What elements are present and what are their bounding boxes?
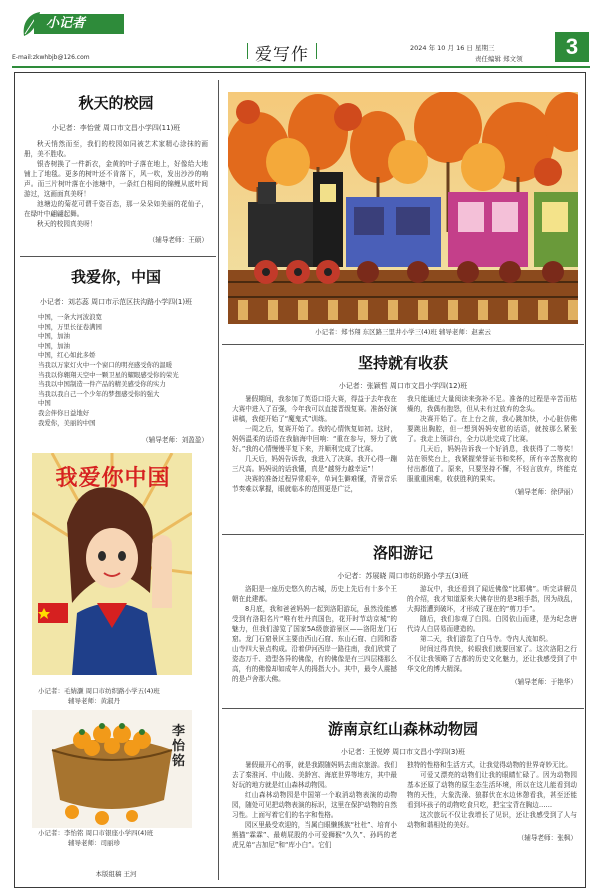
email-address: E-mail:zkwhbjb@126.com <box>12 54 90 61</box>
paragraph: 我只能通过大量阅读来弥补不足。准备的过程是辛苦而枯燥的，我偶有抱怨，但从未有过放弃的念头。 <box>407 395 577 413</box>
paragraph: 第二天，我们游览了白马寺。寺内人流如织。 <box>420 635 552 643</box>
caption-tutor: 辅导老师：黄淑丹 <box>68 696 120 705</box>
paragraph: 这次旅玩不仅让我增长了见识，还让我感受到了人与动物和谐相处的美好。 <box>407 811 577 829</box>
drawing2-caption <box>38 829 218 848</box>
tutor-credit: （辅导老师：王硕） <box>148 236 208 244</box>
section-divider <box>222 534 584 535</box>
article-love-china <box>24 266 208 444</box>
article-byline: 小记者：苏展晓 周口市纺织路小学五(3)班 <box>337 572 469 580</box>
poem-line: 我会伴你日益地好 <box>38 408 90 417</box>
train-caption <box>228 328 578 338</box>
page-compiler <box>24 870 208 880</box>
article4-column-2 <box>407 584 577 686</box>
tutor-credit: （辅导老师：于艳华） <box>511 678 577 686</box>
tutor-credit: （辅导老师：张枫） <box>517 834 577 842</box>
caption-author: 小记者：李怡铭 周口市银座小学四(4)班 <box>38 829 154 837</box>
responsible-editor: 责任编辑 郑文领 <box>475 55 523 63</box>
article-byline: 小记者：王悦婷 周口市文昌小学四(3)班 <box>340 748 466 756</box>
section-title: 爱写作 <box>255 40 309 65</box>
paragraph: 8月底，我和爸爸妈妈一起到洛阳游玩，虽然没能感受到有洛阳名片“唯有牡丹真国色，花开时节动京城”的魅力，但我们游览了国家5A级旅游景区——洛阳龙门石窟。龙门石窟景区主要由西山石窟、东山石窟、白园和香山寺四大景点构成。沿着伊河西岸一路往南，我们欣赏了姿态万千、造型各异的佛像，有的佛像是有三四层楼那么高，有的佛像却如成年人的拇指大小。其中，最令人震撼的是卢舍那大佛。 <box>232 605 397 683</box>
article-luoyang <box>228 542 578 581</box>
paragraph: 几天后，妈妈告诉我一个好消息，我获得了二等奖！站在领奖台上，我紧握荣誉证书和奖杯，所有辛苦熬夜的付出都值了。原来，只要坚持不懈，不轻言放弃，终能克服重重困难，收获胜利的果实。 <box>407 445 577 483</box>
drawing-title-text: 我爱你中国 <box>55 465 171 491</box>
drawing1-caption <box>38 687 218 706</box>
masthead <box>12 8 152 40</box>
article3-column-1 <box>232 394 397 494</box>
tutor-credit: （辅导老师：刘盈盈） <box>142 436 208 445</box>
article-title: 游南京红山森林动物园 <box>327 720 478 738</box>
poem-line: 中国，加油 <box>38 332 70 341</box>
poem-line: 当我以万家灯火中一个窗口的明亮感受你的温暖 <box>38 360 173 369</box>
article-title: 秋天的校园 <box>78 94 154 112</box>
train-painting <box>228 92 578 324</box>
paragraph: 一周之后，复赛开始了。我的心情恢复如初。这时，妈妈温柔的话语在我脑海中回响：“重在参与，努力了就好。”我的心情慢慢平复下来，并顺利完成了比赛。 <box>232 425 397 453</box>
poem-line: 当我以你翱翔天空中一颗卫星的耀眼感受你的荣光 <box>38 370 179 379</box>
article4-column-1 <box>232 584 397 684</box>
page-header <box>0 0 600 70</box>
article-title: 我爱你，中国 <box>70 268 161 286</box>
paragraph: 红山森林动物园是中国第一个取消动物表演的动物园，随处可见把动物表演的标识，这里在保护动物的自然习性。上面写着它们的名字和性格。 <box>232 791 397 819</box>
paragraph: 决赛开始了。在上台之前，我心跳加快，小心脏仿佛要跳出胸腔，但一想到妈妈安慰的话语，就按那么紧张了。我走上领讲台，全力以赴完成了比赛。 <box>407 415 577 443</box>
tutor-credit: （辅导老师：徐伊丽） <box>511 488 577 496</box>
paragraph: 园区里最受欢迎的，当属白眼懒熊族“杜杜”、培育小熊猫“霖霖”、最萌屁股的小可爱狮猴“久久”、孙吗的老虎兄弟“吉加尼”和“库小白”。它们 <box>232 821 397 849</box>
paragraph: 随后，我们参观了白园。白园依山而建，是为纪念唐代诗人白居易而建造的。 <box>407 615 577 633</box>
section-divider <box>222 708 584 709</box>
issue-date: 2024 年 10 月 16 日 星期三 <box>410 44 495 52</box>
article-nanjing-zoo <box>228 718 578 757</box>
poem-line: 中国，一条大河波浪宽 <box>38 313 102 321</box>
masthead-title: 小记者 <box>46 16 86 31</box>
article-byline: 小记者：张颖哲 周口市文昌小学四(12)班 <box>338 382 468 390</box>
poem-line: 中国，万里长征卷满园 <box>38 322 102 331</box>
paragraph: 几天后，妈妈告诉我，我进入了决赛。我开心得一蹦三尺高。妈妈说的话我懂，真是“越努力越幸运”！ <box>232 455 397 473</box>
article-title: 坚持就有收获 <box>357 354 448 372</box>
paragraph: 秋天悄然而至，我们的校园如同被艺术家精心涂抹的画册，美不胜收。 <box>24 140 208 158</box>
paragraph: 决赛的准备过程异常艰辛，单词生僻难懂，背景音乐节奏难以掌握，眼就临本的范围更是广泛， <box>232 475 397 493</box>
persimmon-drawing <box>32 710 192 828</box>
caption-text: 小记者：郑书翔 东区路三里井小学三(4)班 辅导老师：赵素云 <box>315 328 491 336</box>
paragraph: 池塘边的菊花可谓千姿百态，那一朵朵如美丽的花仙子，在绿叶中翩翩起舞。 <box>24 200 208 218</box>
paragraph: 秋天的校园真美呀！ <box>37 220 97 228</box>
paragraph: 游玩中，我还看到了闻近佛像“比耶佛”。听完讲解员的介绍，我才知道原来大佛存世的是3根手指，因为战乱，大拇指遭到破坏，才形成了现在的“剪刀手”。 <box>407 585 577 613</box>
train-artwork <box>228 92 578 324</box>
article5-column-1 <box>232 760 397 850</box>
caption-tutor: 辅导老师：司丽珍 <box>68 838 120 847</box>
page-number: 3 <box>555 32 589 62</box>
poem-line: 我爱你，美丽的中国 <box>38 418 96 427</box>
article-persistence <box>228 352 578 391</box>
article3-column-2 <box>407 394 577 496</box>
caption-author: 小记者：毛婧灏 周口市纺织路小学五(4)班 <box>38 687 160 695</box>
drawing-persimmons <box>32 710 192 828</box>
paragraph: 暑假期间，我参加了英语口语大赛，得益于去年我在大赛中进入了百强，今年我可以直接晋级复赛。准备好演讲稿，我便开始了“魔鬼式”训练。 <box>232 395 397 423</box>
section-divider <box>222 344 584 345</box>
article5-column-2 <box>407 760 577 842</box>
poem-line: 中国，红心如此多娇 <box>38 351 96 360</box>
paragraph: 洛阳是一座历史悠久的古城，历史上先后有十多个王朝在此建都。 <box>232 585 397 603</box>
article-byline: 小记者：刘芯蕊 周口市示范区扶沟路小学四(1)班 <box>39 298 193 306</box>
paragraph: 可爱又漂亮的动物们让我的眼睛忙碌了。因为动物园基本还原了动物的原生态生活环境，所以在这儿能看到动物的天性，大象洗澡、狼群伏在水边休憩看我，甚至还能看到坏孩子的动物吃食只吃，把宝宝背在胸边…… <box>407 771 577 809</box>
paragraph: 银杏树换了一件新衣，金黄的叶子落在地上，好像给大地铺上了地毯。更多的树叶还不肯落下，风一吹，发出沙沙的响声。而三片树叶落在小池塘中，一条红白相间的锦鲤从底叶间游过，这画面真美呀！ <box>24 160 208 198</box>
poem <box>24 313 208 428</box>
header-rule <box>12 66 590 68</box>
article-title: 洛阳游记 <box>372 544 433 562</box>
artwork-signature-text: 李怡铭 <box>172 724 186 769</box>
article-byline: 小记者：李怡萱 周口市文昌小学四(11)班 <box>51 124 181 132</box>
compiler-credit: 本版组稿 王河 <box>95 870 137 878</box>
section-divider <box>20 256 216 257</box>
paragraph: 独特的性格和生活方式，让我觉得动物的世界奇妙无比。 <box>407 761 572 769</box>
paragraph: 暑假最开心的事，就是我跟随妈妈去南京旅游。我们去了秦淮河、中山陵、美龄宫、海底世界等地方，其中最好玩的地方就是红山森林动物园。 <box>232 761 397 789</box>
paragraph: 时间过得真快，转眼我们就要回家了。这次洛阳之行不仅让我领略了古都的历史文化魅力，还让我感受到了中华文化的博大精深。 <box>407 645 577 673</box>
poem-line: 中国，加油 <box>38 341 70 350</box>
article-autumn-campus <box>24 92 208 244</box>
poem-line: 当我以我自己一个少年的梦想感受你的强大 <box>38 389 160 398</box>
drawing-i-love-china <box>32 453 192 675</box>
poem-line: 当我以中国制造一件产品的精美感受你的实力 <box>38 380 166 389</box>
column-divider <box>218 80 219 880</box>
poem-line: 中国 <box>38 399 51 408</box>
